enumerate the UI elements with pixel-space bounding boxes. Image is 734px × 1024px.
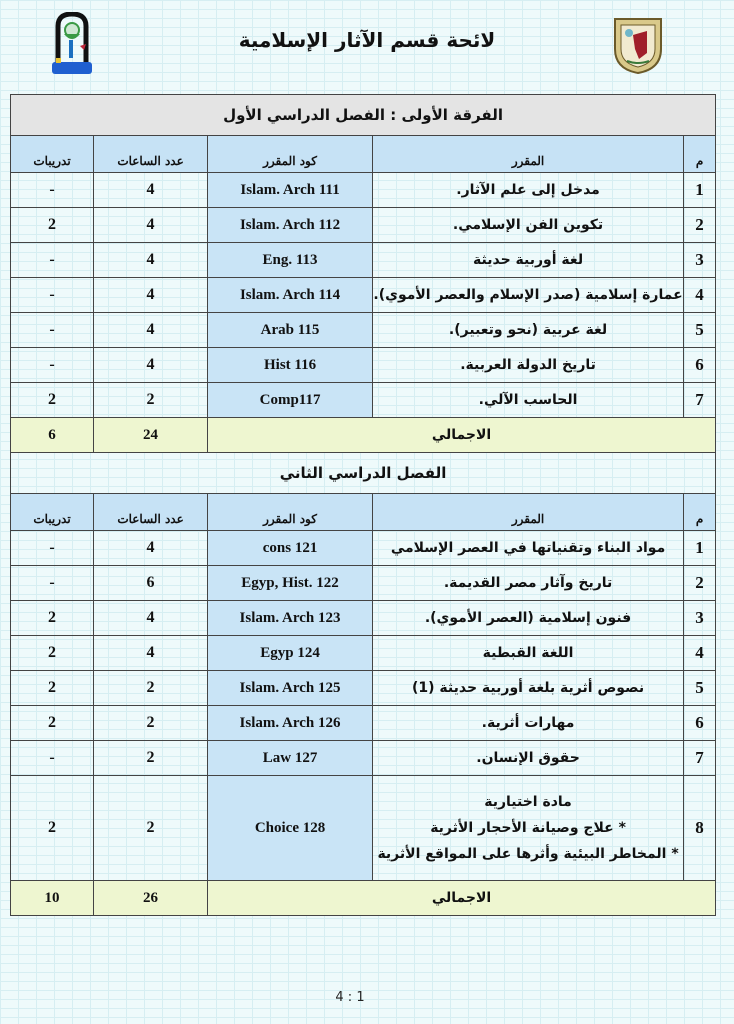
course-code: Islam. Arch 111 [208,173,373,208]
table-row [11,348,716,383]
table-row [11,636,716,671]
course-training: - [11,566,94,601]
table-row [11,278,716,313]
course-code: Islam. Arch 125 [208,671,373,706]
course-hours: 4 [94,208,208,243]
semester1-title: الفرقة الأولى : الفصل الدراسي الأول [11,95,716,136]
course-code: Law 127 [208,741,373,776]
table-row [11,566,716,601]
university-seal-icon [611,13,665,75]
course-code: Arab 115 [208,313,373,348]
course-hours: 4 [94,243,208,278]
table-row [11,243,716,278]
col-header-index: م [684,494,716,531]
row-index: 6 [684,348,716,383]
col-header-training: تدريبات [11,494,94,531]
row-index: 4 [684,278,716,313]
table-row [11,313,716,348]
row-index: 3 [684,243,716,278]
row-index: 7 [684,741,716,776]
course-name: نصوص أثرية بلغة أوربية حديثة (1) [373,671,684,706]
table-row [11,601,716,636]
course-code: Egyp, Hist. 122 [208,566,373,601]
course-hours: 2 [94,383,208,418]
course-code: Islam. Arch 112 [208,208,373,243]
course-hours: 2 [94,776,208,881]
row-index: 6 [684,706,716,741]
course-training: 2 [11,208,94,243]
semester2-title: الفصل الدراسي الثاني [11,453,716,494]
course-name: الحاسب الآلي. [373,383,684,418]
col-header-code: كود المقرر [208,136,373,173]
curriculum-table [10,94,716,916]
elective-row [11,776,716,881]
table-row [11,383,716,418]
course-training: - [11,741,94,776]
table-row [11,706,716,741]
course-name: مواد البناء وتقنياتها في العصر الإسلامي [373,531,684,566]
course-code: Eng. 113 [208,243,373,278]
page-header [0,0,734,86]
course-hours: 4 [94,173,208,208]
course-training: 2 [11,636,94,671]
row-index: 4 [684,636,716,671]
course-code: Choice 128 [208,776,373,881]
page-title: لائحة قسم الآثار الإسلامية [238,28,496,52]
row-index: 1 [684,531,716,566]
course-name: فنون إسلامية (العصر الأموي). [373,601,684,636]
course-name: اللغة القبطية [373,636,684,671]
total-training: 6 [11,418,94,453]
course-hours: 4 [94,636,208,671]
table-row [11,173,716,208]
course-name: تاريخ الدولة العربية. [373,348,684,383]
course-hours: 4 [94,278,208,313]
course-code: Islam. Arch 123 [208,601,373,636]
course-hours: 2 [94,706,208,741]
col-header-index: م [684,136,716,173]
course-training: 2 [11,706,94,741]
course-hours: 2 [94,741,208,776]
course-training: 2 [11,383,94,418]
course-code: Islam. Arch 126 [208,706,373,741]
course-code: Hist 116 [208,348,373,383]
row-index: 2 [684,566,716,601]
col-header-course: المقرر [373,494,684,531]
table-row [11,531,716,566]
course-hours: 2 [94,671,208,706]
row-index: 5 [684,313,716,348]
course-name: حقوق الإنسان. [373,741,684,776]
elective-title: مادة اختيارية [484,794,572,810]
course-name: لغة أوربية حديثة [373,243,684,278]
total-hours: 24 [94,418,208,453]
course-code: Islam. Arch 114 [208,278,373,313]
row-index: 7 [684,383,716,418]
course-code: cons 121 [208,531,373,566]
page-number: 4 : 1 [335,990,365,1005]
total-label: الاجمالي [208,881,716,916]
course-hours: 4 [94,531,208,566]
course-name: تكوين الفن الإسلامي. [373,208,684,243]
elective-option: * المخاطر البيئية وأثرها على المواقع الأثرية [377,846,679,862]
row-index: 1 [684,173,716,208]
total-row [11,418,716,453]
elective-course [373,776,684,881]
course-name: مدخل إلى علم الآثار. [373,173,684,208]
course-hours: 6 [94,566,208,601]
total-label: الاجمالي [208,418,716,453]
table-row [11,208,716,243]
course-training: - [11,243,94,278]
course-code: Egyp 124 [208,636,373,671]
course-training: - [11,531,94,566]
course-name: عمارة إسلامية (صدر الإسلام والعصر الأموي). [373,278,684,313]
row-index: 3 [684,601,716,636]
course-training: 2 [11,776,94,881]
row-index: 2 [684,208,716,243]
course-training: - [11,313,94,348]
course-training: - [11,278,94,313]
total-hours: 26 [94,881,208,916]
course-training: - [11,348,94,383]
course-code: Comp117 [208,383,373,418]
row-index: 5 [684,671,716,706]
course-name: تاريخ وآثار مصر القديمة. [373,566,684,601]
table-header-row [11,136,716,173]
table-header-row [11,494,716,531]
elective-option: * علاج وصيانة الأحجار الأثرية [430,820,626,836]
faculty-logo-icon [50,12,94,76]
course-name: مهارات أثرية. [373,706,684,741]
col-header-hours: عدد الساعات [94,494,208,531]
course-name: لغة عربية (نحو وتعبير). [373,313,684,348]
col-header-hours: عدد الساعات [94,136,208,173]
col-header-code: كود المقرر [208,494,373,531]
total-training: 10 [11,881,94,916]
table-row [11,741,716,776]
course-hours: 4 [94,348,208,383]
course-training: 2 [11,671,94,706]
course-hours: 4 [94,601,208,636]
row-index: 8 [684,776,716,881]
col-header-training: تدريبات [11,136,94,173]
total-row [11,881,716,916]
table-row [11,671,716,706]
col-header-course: المقرر [373,136,684,173]
course-training: - [11,173,94,208]
course-training: 2 [11,601,94,636]
course-hours: 4 [94,313,208,348]
